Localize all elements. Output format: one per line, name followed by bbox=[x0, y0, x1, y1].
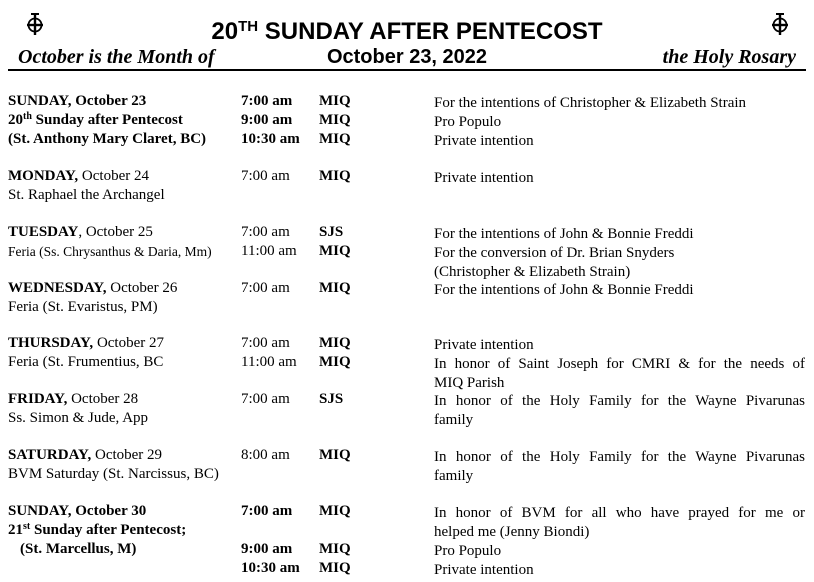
celebrant-code: MIQ bbox=[319, 560, 351, 576]
mass-intention: Private intention bbox=[434, 170, 534, 186]
cross-right-icon bbox=[769, 12, 791, 36]
celebrant-code: MIQ bbox=[319, 168, 351, 184]
day-monday: MONDAY, October 24 bbox=[8, 168, 149, 184]
mass-intention-continued: MIQ Parish bbox=[434, 375, 505, 391]
mass-time: 10:30 am bbox=[241, 560, 300, 576]
mass-time: 10:30 am bbox=[241, 131, 300, 147]
celebrant-code: MIQ bbox=[319, 93, 351, 109]
mass-intention: For the intentions of Christopher & Elizabeth Strain bbox=[434, 95, 747, 111]
mass-intention-continued: (Christopher & Elizabeth Strain) bbox=[434, 264, 631, 280]
celebrant-code: MIQ bbox=[319, 112, 351, 128]
mass-time: 7:00 am bbox=[241, 280, 290, 296]
mass-intention-continued: helped me (Jenny Biondi) bbox=[434, 524, 590, 540]
mass-intention: For the intentions of John & Bonnie Freddi bbox=[434, 282, 694, 298]
feast-monday: St. Raphael the Archangel bbox=[8, 187, 165, 203]
feast-sunday-23: 20th Sunday after Pentecost bbox=[8, 111, 183, 128]
celebrant-code: MIQ bbox=[319, 131, 351, 147]
mass-intention-continued: family bbox=[434, 412, 474, 428]
mass-time: 7:00 am bbox=[241, 168, 290, 184]
mass-intention: In honor of the Holy Family for the Wayne Pivarunas bbox=[434, 393, 805, 409]
mass-intention: In honor of the Holy Family for the Wayne Pivarunas bbox=[434, 449, 805, 465]
feast-sunday-30: 21st Sunday after Pentecost; bbox=[8, 521, 187, 538]
day-sunday-23: SUNDAY, October 23 bbox=[8, 93, 147, 109]
page-title: 20TH SUNDAY AFTER PENTECOST bbox=[211, 18, 603, 45]
feast-saturday: BVM Saturday (St. Narcissus, BC) bbox=[8, 466, 219, 482]
feast-wednesday: Feria (St. Evaristus, PM) bbox=[8, 299, 158, 315]
mass-time: 7:00 am bbox=[241, 335, 290, 351]
celebrant-code: SJS bbox=[319, 391, 344, 407]
day-tuesday: TUESDAY, October 25 bbox=[8, 224, 153, 240]
mass-intention: In honor of BVM for all who have prayed for me or bbox=[434, 505, 805, 521]
subtitle-date: October 23, 2022 bbox=[326, 46, 488, 68]
celebrant-code: MIQ bbox=[319, 447, 351, 463]
day-friday: FRIDAY, October 28 bbox=[8, 391, 139, 407]
mass-intention: Pro Populo bbox=[434, 114, 502, 130]
mass-time: 11:00 am bbox=[241, 354, 297, 370]
feast-friday: Ss. Simon & Jude, App bbox=[8, 410, 149, 426]
header-rule bbox=[8, 69, 806, 71]
mass-time: 9:00 am bbox=[241, 112, 293, 128]
celebrant-code: MIQ bbox=[319, 280, 351, 296]
mass-time: 7:00 am bbox=[241, 224, 290, 240]
mass-intention-continued: family bbox=[434, 468, 474, 484]
mass-time: 11:00 am bbox=[241, 243, 297, 259]
mass-intention: For the conversion of Dr. Brian Snyders bbox=[434, 245, 675, 261]
feast-tuesday: Feria (Ss. Chrysanthus & Daria, Mm) bbox=[8, 244, 212, 259]
mass-time: 9:00 am bbox=[241, 541, 293, 557]
celebrant-code: SJS bbox=[319, 224, 344, 240]
mass-time: 7:00 am bbox=[241, 93, 293, 109]
day-sunday-30: SUNDAY, October 30 bbox=[8, 503, 147, 519]
mass-intention: For the intentions of John & Bonnie Freddi bbox=[434, 226, 694, 242]
feast-thursday: Feria (St. Frumentius, BC bbox=[8, 354, 164, 370]
mass-intention: Pro Populo bbox=[434, 543, 502, 559]
mass-time: 8:00 am bbox=[241, 447, 290, 463]
commemoration-sunday-23: (St. Anthony Mary Claret, BC) bbox=[8, 131, 207, 147]
day-saturday: SATURDAY, October 29 bbox=[8, 447, 163, 463]
celebrant-code: MIQ bbox=[319, 503, 351, 519]
celebrant-code: MIQ bbox=[319, 541, 351, 557]
subtitle-left: October is the Month of bbox=[18, 46, 215, 68]
celebrant-code: MIQ bbox=[319, 354, 351, 370]
day-wednesday: WEDNESDAY, October 26 bbox=[8, 280, 178, 296]
day-thursday: THURSDAY, October 27 bbox=[8, 335, 164, 351]
subtitle-right: the Holy Rosary bbox=[662, 46, 796, 68]
commemoration-sunday-30: (St. Marcellus, M) bbox=[20, 541, 137, 557]
mass-intention: Private intention bbox=[434, 133, 534, 149]
mass-time: 7:00 am bbox=[241, 503, 293, 519]
celebrant-code: MIQ bbox=[319, 335, 351, 351]
mass-intention: In honor of Saint Joseph for CMRI & for the needs of bbox=[434, 356, 805, 372]
celebrant-code: MIQ bbox=[319, 243, 351, 259]
mass-intention: Private intention bbox=[434, 337, 534, 353]
mass-time: 7:00 am bbox=[241, 391, 290, 407]
mass-intention: Private intention bbox=[434, 562, 534, 578]
